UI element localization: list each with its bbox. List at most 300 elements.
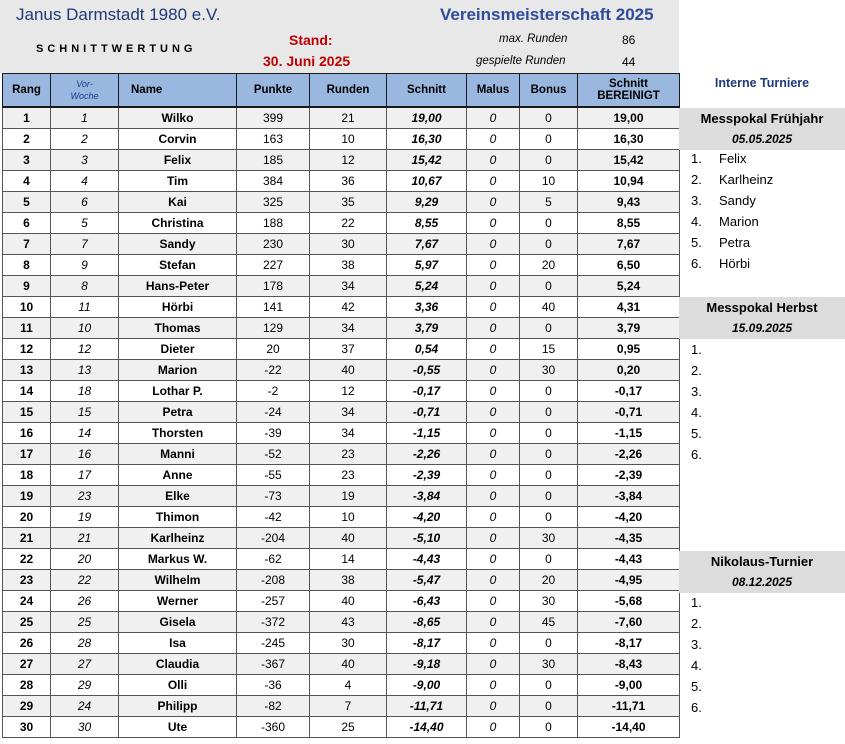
punkte-cell: 188 (237, 213, 310, 234)
bereinigt-cell: -2,26 (578, 444, 680, 465)
place-number: 4. (691, 405, 702, 420)
tournament-place (691, 423, 719, 444)
col-header-vorwoche-line2: Woche (70, 91, 99, 101)
malus-cell: 0 (467, 360, 520, 381)
vorwoche-cell: 1 (51, 107, 119, 129)
tournaments-title: Interne Turniere (714, 76, 810, 90)
table-row (3, 297, 680, 318)
malus-cell: 0 (467, 255, 520, 276)
bereinigt-cell: -3,84 (578, 486, 680, 507)
table-row (3, 234, 680, 255)
rang-cell: 13 (3, 360, 51, 381)
bonus-cell: 20 (520, 255, 578, 276)
vorwoche-cell: 29 (51, 675, 119, 696)
name-cell: Wilhelm (119, 570, 237, 591)
tournament-name: Nikolaus-Turnier (710, 554, 814, 569)
tournament-header-fruehjahr (679, 108, 845, 150)
schnitt-cell: -5,47 (387, 570, 467, 591)
name-cell: Marion (119, 360, 237, 381)
schnitt-cell: -1,15 (387, 423, 467, 444)
col-header-runden: Runden (310, 74, 387, 108)
vorwoche-cell: 18 (51, 381, 119, 402)
punkte-cell: -372 (237, 612, 310, 633)
col-header-bereinigt-line1: Schnitt (609, 78, 648, 90)
bonus-cell: 0 (520, 486, 578, 507)
schnitt-cell: 10,67 (387, 171, 467, 192)
club-name: Janus Darmstadt 1980 e.V. (16, 5, 221, 24)
name-cell: Philipp (119, 696, 237, 717)
runden-cell: 34 (310, 318, 387, 339)
bereinigt-cell: 19,00 (578, 107, 680, 129)
punkte-cell: -367 (237, 654, 310, 675)
place-player-name: Petra (719, 235, 751, 250)
schnitt-cell: 8,55 (387, 213, 467, 234)
malus-cell: 0 (467, 402, 520, 423)
table-row (3, 633, 680, 654)
tournament-place (691, 444, 719, 465)
schnitt-cell: 3,79 (387, 318, 467, 339)
table-row (3, 255, 680, 276)
bereinigt-cell: -4,35 (578, 528, 680, 549)
tournament-place (691, 613, 719, 634)
tournament-place (691, 169, 773, 190)
malus-cell: 0 (467, 717, 520, 738)
rang-cell: 12 (3, 339, 51, 360)
rang-cell: 2 (3, 129, 51, 150)
place-number: 3. (691, 193, 702, 208)
runden-cell: 10 (310, 129, 387, 150)
col-header-malus: Malus (467, 74, 520, 108)
place-number: 6. (691, 700, 702, 715)
runden-cell: 37 (310, 339, 387, 360)
bereinigt-cell: 0,20 (578, 360, 680, 381)
table-row (3, 107, 680, 129)
place-number: 5. (691, 679, 702, 694)
malus-cell: 0 (467, 486, 520, 507)
table-row (3, 696, 680, 717)
bereinigt-cell: -14,40 (578, 717, 680, 738)
malus-cell: 0 (467, 171, 520, 192)
punkte-cell: -2 (237, 381, 310, 402)
vorwoche-cell: 27 (51, 654, 119, 675)
punkte-cell: 20 (237, 339, 310, 360)
bereinigt-cell: -0,71 (578, 402, 680, 423)
runden-cell: 34 (310, 402, 387, 423)
name-cell: Gisela (119, 612, 237, 633)
runden-cell: 10 (310, 507, 387, 528)
bonus-cell: 0 (520, 402, 578, 423)
bereinigt-cell: 6,50 (578, 255, 680, 276)
schnitt-cell: -8,17 (387, 633, 467, 654)
bereinigt-cell: 16,30 (578, 129, 680, 150)
rang-cell: 27 (3, 654, 51, 675)
place-number: 4. (691, 214, 702, 229)
col-header-bereinigt (578, 74, 680, 108)
schnitt-cell: -0,55 (387, 360, 467, 381)
name-cell: Thorsten (119, 423, 237, 444)
malus-cell: 0 (467, 192, 520, 213)
table-row (3, 507, 680, 528)
page-title: Vereinsmeisterschaft 2025 (440, 5, 654, 24)
table-row (3, 213, 680, 234)
bereinigt-cell: -11,71 (578, 696, 680, 717)
tournament-date: 05.05.2025 (731, 132, 793, 146)
runden-cell: 40 (310, 591, 387, 612)
schnitt-cell: -0,17 (387, 381, 467, 402)
tournament-date: 15.09.2025 (731, 321, 793, 335)
tournament-results-fruehjahr (691, 148, 773, 274)
malus-cell: 0 (467, 654, 520, 675)
table-row (3, 129, 680, 150)
rang-cell: 28 (3, 675, 51, 696)
malus-cell: 0 (467, 339, 520, 360)
punkte-cell: -39 (237, 423, 310, 444)
punkte-cell: 325 (237, 192, 310, 213)
bonus-cell: 30 (520, 591, 578, 612)
vorwoche-cell: 23 (51, 486, 119, 507)
punkte-cell: -257 (237, 591, 310, 612)
schnitt-cell: -0,71 (387, 402, 467, 423)
punkte-cell: 227 (237, 255, 310, 276)
tournament-place (691, 697, 719, 718)
bereinigt-cell: 5,24 (578, 276, 680, 297)
vorwoche-cell: 11 (51, 297, 119, 318)
vorwoche-cell: 8 (51, 276, 119, 297)
rang-cell: 1 (3, 107, 51, 129)
punkte-cell: -42 (237, 507, 310, 528)
runden-cell: 23 (310, 444, 387, 465)
tournament-place (691, 339, 719, 360)
runden-cell: 35 (310, 192, 387, 213)
malus-cell: 0 (467, 423, 520, 444)
bereinigt-cell: -8,17 (578, 633, 680, 654)
malus-cell: 0 (467, 675, 520, 696)
name-cell: Anne (119, 465, 237, 486)
malus-cell: 0 (467, 507, 520, 528)
schnitt-cell: -9,18 (387, 654, 467, 675)
tournament-name: Messpokal Herbst (706, 300, 818, 315)
name-cell: Felix (119, 150, 237, 171)
rang-cell: 25 (3, 612, 51, 633)
runden-cell: 34 (310, 423, 387, 444)
name-cell: Olli (119, 675, 237, 696)
rang-cell: 11 (3, 318, 51, 339)
malus-cell: 0 (467, 633, 520, 654)
bereinigt-cell: -5,68 (578, 591, 680, 612)
rang-cell: 4 (3, 171, 51, 192)
name-cell: Christina (119, 213, 237, 234)
name-cell: Wilko (119, 107, 237, 129)
vorwoche-cell: 26 (51, 591, 119, 612)
subtitle: SCHNITTWERTUNG (36, 43, 197, 55)
name-cell: Sandy (119, 234, 237, 255)
bonus-cell: 5 (520, 192, 578, 213)
bonus-cell: 0 (520, 381, 578, 402)
punkte-cell: -52 (237, 444, 310, 465)
vorwoche-cell: 6 (51, 192, 119, 213)
rang-cell: 7 (3, 234, 51, 255)
name-cell: Lothar P. (119, 381, 237, 402)
place-player-name: Sandy (719, 193, 756, 208)
vorwoche-cell: 16 (51, 444, 119, 465)
table-row (3, 717, 680, 738)
rang-cell: 18 (3, 465, 51, 486)
vorwoche-cell: 9 (51, 255, 119, 276)
place-player-name: Karlheinz (719, 172, 774, 187)
rang-cell: 19 (3, 486, 51, 507)
malus-cell: 0 (467, 150, 520, 171)
rang-cell: 20 (3, 507, 51, 528)
rang-cell: 16 (3, 423, 51, 444)
rang-cell: 23 (3, 570, 51, 591)
bonus-cell: 45 (520, 612, 578, 633)
bonus-cell: 10 (520, 171, 578, 192)
vorwoche-cell: 15 (51, 402, 119, 423)
rang-cell: 26 (3, 633, 51, 654)
name-cell: Werner (119, 591, 237, 612)
standings-table (2, 73, 680, 738)
punkte-cell: 384 (237, 171, 310, 192)
rang-cell: 24 (3, 591, 51, 612)
bereinigt-cell: -7,60 (578, 612, 680, 633)
name-cell: Ute (119, 717, 237, 738)
malus-cell: 0 (467, 107, 520, 129)
bereinigt-cell: 9,43 (578, 192, 680, 213)
tournament-place (691, 592, 719, 613)
place-number: 6. (691, 256, 702, 271)
tournament-place (691, 676, 719, 697)
runden-cell: 25 (310, 717, 387, 738)
name-cell: Elke (119, 486, 237, 507)
bonus-cell: 0 (520, 318, 578, 339)
table-row (3, 360, 680, 381)
table-row (3, 192, 680, 213)
punkte-cell: -204 (237, 528, 310, 549)
sheet-header (0, 0, 679, 73)
rang-cell: 17 (3, 444, 51, 465)
bereinigt-cell: -4,43 (578, 549, 680, 570)
table-row (3, 675, 680, 696)
malus-cell: 0 (467, 276, 520, 297)
rang-cell: 22 (3, 549, 51, 570)
bonus-cell: 0 (520, 129, 578, 150)
bereinigt-cell: 7,67 (578, 234, 680, 255)
table-row (3, 591, 680, 612)
bereinigt-cell: -1,15 (578, 423, 680, 444)
vorwoche-cell: 4 (51, 171, 119, 192)
schnitt-cell: 7,67 (387, 234, 467, 255)
runden-cell: 40 (310, 654, 387, 675)
col-header-vorwoche (51, 74, 119, 108)
vorwoche-cell: 14 (51, 423, 119, 444)
bonus-cell: 40 (520, 297, 578, 318)
rang-cell: 10 (3, 297, 51, 318)
bonus-cell: 0 (520, 549, 578, 570)
runden-cell: 43 (310, 612, 387, 633)
runden-cell: 7 (310, 696, 387, 717)
place-number: 2. (691, 616, 702, 631)
runden-cell: 4 (310, 675, 387, 696)
runden-cell: 19 (310, 486, 387, 507)
schnitt-cell: 0,54 (387, 339, 467, 360)
name-cell: Hörbi (119, 297, 237, 318)
schnitt-cell: -9,00 (387, 675, 467, 696)
col-header-name: Name (119, 74, 237, 108)
runden-cell: 14 (310, 549, 387, 570)
tournament-header-nikolaus (679, 551, 845, 593)
schnitt-cell: 5,24 (387, 276, 467, 297)
table-row (3, 171, 680, 192)
punkte-cell: -82 (237, 696, 310, 717)
malus-cell: 0 (467, 318, 520, 339)
malus-cell: 0 (467, 591, 520, 612)
vorwoche-cell: 19 (51, 507, 119, 528)
runden-cell: 30 (310, 234, 387, 255)
malus-cell: 0 (467, 696, 520, 717)
schnitt-cell: -8,65 (387, 612, 467, 633)
name-cell: Kai (119, 192, 237, 213)
bereinigt-cell: 8,55 (578, 213, 680, 234)
tournament-place (691, 211, 773, 232)
place-number: 1. (691, 151, 702, 166)
rang-cell: 15 (3, 402, 51, 423)
vorwoche-cell: 12 (51, 339, 119, 360)
bonus-cell: 0 (520, 234, 578, 255)
vorwoche-cell: 22 (51, 570, 119, 591)
bereinigt-cell: -2,39 (578, 465, 680, 486)
runden-cell: 12 (310, 150, 387, 171)
runden-cell: 21 (310, 107, 387, 129)
name-cell: Claudia (119, 654, 237, 675)
rang-cell: 9 (3, 276, 51, 297)
stand-date: 30. Juni 2025 (263, 53, 351, 69)
table-row (3, 150, 680, 171)
bonus-cell: 30 (520, 654, 578, 675)
vorwoche-cell: 21 (51, 528, 119, 549)
rang-cell: 21 (3, 528, 51, 549)
bonus-cell: 0 (520, 444, 578, 465)
col-header-punkte: Punkte (237, 74, 310, 108)
col-header-schnitt: Schnitt (387, 74, 467, 108)
table-row (3, 570, 680, 591)
malus-cell: 0 (467, 234, 520, 255)
runden-cell: 22 (310, 213, 387, 234)
col-header-rang: Rang (3, 74, 51, 108)
name-cell: Manni (119, 444, 237, 465)
schnitt-cell: 5,97 (387, 255, 467, 276)
malus-cell: 0 (467, 570, 520, 591)
schnitt-cell: 9,29 (387, 192, 467, 213)
tournament-results-herbst (691, 339, 719, 465)
runden-cell: 38 (310, 255, 387, 276)
bereinigt-cell: -0,17 (578, 381, 680, 402)
punkte-cell: 230 (237, 234, 310, 255)
runden-cell: 30 (310, 633, 387, 654)
table-row (3, 612, 680, 633)
malus-cell: 0 (467, 444, 520, 465)
malus-cell: 0 (467, 297, 520, 318)
name-cell: Thomas (119, 318, 237, 339)
place-number: 2. (691, 172, 702, 187)
punkte-cell: -24 (237, 402, 310, 423)
schnitt-cell: -6,43 (387, 591, 467, 612)
tournament-name: Messpokal Frühjahr (700, 111, 824, 126)
schnitt-cell: 15,42 (387, 150, 467, 171)
malus-cell: 0 (467, 381, 520, 402)
schnitt-cell: -14,40 (387, 717, 467, 738)
vorwoche-cell: 20 (51, 549, 119, 570)
vorwoche-cell: 7 (51, 234, 119, 255)
punkte-cell: 129 (237, 318, 310, 339)
table-header-row (3, 74, 680, 108)
rang-cell: 29 (3, 696, 51, 717)
punkte-cell: 178 (237, 276, 310, 297)
bereinigt-cell: 15,42 (578, 150, 680, 171)
vorwoche-cell: 30 (51, 717, 119, 738)
bereinigt-cell: -8,43 (578, 654, 680, 675)
vorwoche-cell: 13 (51, 360, 119, 381)
table-row (3, 486, 680, 507)
max-runden-label: max. Runden (499, 33, 568, 45)
vorwoche-cell: 25 (51, 612, 119, 633)
runden-cell: 36 (310, 171, 387, 192)
malus-cell: 0 (467, 528, 520, 549)
tournament-place (691, 253, 773, 274)
name-cell: Thimon (119, 507, 237, 528)
tournament-place (691, 190, 773, 211)
punkte-cell: -36 (237, 675, 310, 696)
malus-cell: 0 (467, 213, 520, 234)
tournament-place (691, 402, 719, 423)
gespielte-runden-label: gespielte Runden (476, 55, 566, 67)
bonus-cell: 0 (520, 423, 578, 444)
malus-cell: 0 (467, 129, 520, 150)
tournament-header-herbst (679, 297, 845, 339)
rang-cell: 3 (3, 150, 51, 171)
vorwoche-cell: 3 (51, 150, 119, 171)
schnitt-cell: -5,10 (387, 528, 467, 549)
vorwoche-cell: 28 (51, 633, 119, 654)
rang-cell: 6 (3, 213, 51, 234)
bonus-cell: 0 (520, 717, 578, 738)
runden-cell: 12 (310, 381, 387, 402)
table-row (3, 528, 680, 549)
punkte-cell: -208 (237, 570, 310, 591)
punkte-cell: -22 (237, 360, 310, 381)
place-number: 3. (691, 637, 702, 652)
col-header-vorwoche-line1: Vor- (76, 79, 93, 89)
tournament-place (691, 360, 719, 381)
col-header-bonus: Bonus (520, 74, 578, 108)
place-player-name: Felix (719, 151, 747, 166)
bonus-cell: 0 (520, 150, 578, 171)
bereinigt-cell: 3,79 (578, 318, 680, 339)
bonus-cell: 0 (520, 507, 578, 528)
name-cell: Tim (119, 171, 237, 192)
bonus-cell: 0 (520, 465, 578, 486)
place-number: 2. (691, 363, 702, 378)
gespielte-runden-value: 44 (622, 55, 636, 69)
schnitt-cell: 19,00 (387, 107, 467, 129)
tournament-place (691, 232, 773, 253)
place-number: 5. (691, 235, 702, 250)
tournaments-panel (679, 0, 845, 744)
place-number: 1. (691, 342, 702, 357)
vorwoche-cell: 24 (51, 696, 119, 717)
name-cell: Isa (119, 633, 237, 654)
table-row (3, 423, 680, 444)
bereinigt-cell: 10,94 (578, 171, 680, 192)
